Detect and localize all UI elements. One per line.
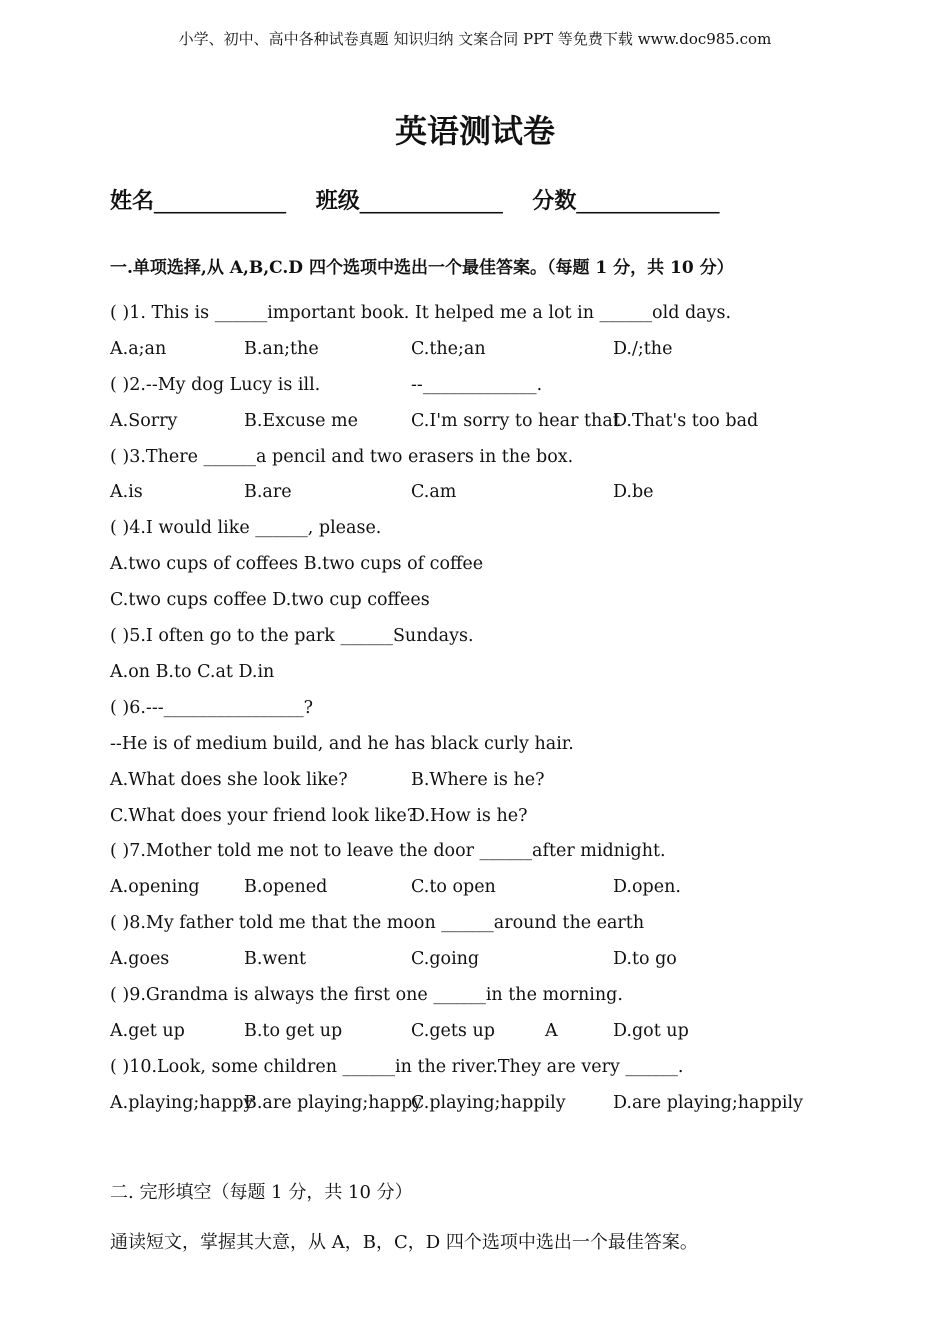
- option: B.Where is he?: [411, 770, 545, 790]
- question-response-blank: --_____________.: [411, 375, 543, 395]
- option: B.are: [244, 482, 292, 502]
- option: D./;the: [613, 339, 673, 359]
- question-stem: ( )6.---________________?: [110, 698, 314, 718]
- question-stem: ( )8.My father told me that the moon ______around the earth: [110, 913, 645, 933]
- option: C.the;an: [411, 339, 486, 359]
- option: B.are playing;happy: [244, 1093, 423, 1113]
- option: B.to get up: [244, 1021, 343, 1041]
- name-label: 姓名: [110, 189, 155, 214]
- option: B.Excuse me: [244, 411, 358, 431]
- option: C.gets up: [411, 1021, 495, 1041]
- page-title: 英语测试卷: [394, 112, 555, 150]
- name-blank: ____________: [154, 189, 287, 214]
- option: B.opened: [244, 877, 328, 897]
- option: C.What does your friend look like?: [110, 806, 417, 826]
- page-header: 小学、初中、高中各种试卷真题 知识归纳 文案合同 PPT 等免费下载 www.doc985.com: [178, 30, 772, 48]
- option: D.How is he?: [411, 806, 528, 826]
- option: C.playing;happily: [411, 1093, 566, 1113]
- section-1-heading: 一.单项选择,从 A,B,C.D 四个选项中选出一个最佳答案。（每题 1 分，共 10 分）: [110, 258, 734, 278]
- option: D.be: [613, 482, 654, 502]
- question-stem: ( )1. This is ______important book. It helped me a lot in ______old days.: [110, 303, 732, 323]
- option: D.got up: [613, 1021, 689, 1041]
- option: A.opening: [110, 877, 200, 897]
- question-stem: ( )10.Look, some children ______in the river.They are very ______.: [110, 1057, 684, 1077]
- option: D.open.: [613, 877, 681, 897]
- question-stem: ( )2.--My dog Lucy is ill.: [110, 375, 321, 395]
- option: A.playing;happy: [110, 1093, 254, 1113]
- question-stem: ( )5.I often go to the park ______Sundays.: [110, 626, 474, 646]
- option: B.an;the: [244, 339, 319, 359]
- question-stem: ( )7.Mother told me not to leave the door ______after midnight.: [110, 841, 666, 861]
- question-stem: ( )4.I would like ______, please.: [110, 518, 382, 538]
- option: D.are playing;happily: [613, 1093, 803, 1113]
- option: C.I'm sorry to hear that: [411, 411, 620, 431]
- option: A.a;an: [110, 339, 167, 359]
- option: A.Sorry: [110, 411, 178, 431]
- score-label: 分数: [532, 189, 577, 214]
- option: C.going: [411, 949, 480, 969]
- answer-mark: A: [545, 1021, 558, 1041]
- student-info-row: [110, 184, 741, 215]
- option: C.am: [411, 482, 457, 502]
- section-2-instruction: 通读短文，掌握其大意，从 A，B，C，D 四个选项中选出一个最佳答案。: [110, 1232, 698, 1253]
- section-2-heading: 二. 完形填空（每题 1 分，共 10 分）: [110, 1182, 413, 1203]
- score-blank: _____________: [576, 189, 720, 214]
- class-label: 班级: [315, 189, 360, 214]
- option-line: A.two cups of coffees B.two cups of coffee: [110, 554, 484, 574]
- option: D.to go: [613, 949, 677, 969]
- option-line: A.on B.to C.at D.in: [110, 662, 275, 682]
- option: A.get up: [110, 1021, 185, 1041]
- option: A.is: [110, 482, 143, 502]
- option: A.What does she look like?: [110, 770, 348, 790]
- question-stem: ( )3.There ______a pencil and two erasers in the box.: [110, 447, 574, 467]
- question-dialog-line: --He is of medium build, and he has black curly hair.: [110, 734, 574, 754]
- option: D.That's too bad: [613, 411, 759, 431]
- question-stem: ( )9.Grandma is always the first one ______in the morning.: [110, 985, 623, 1005]
- class-blank: _____________: [359, 189, 503, 214]
- option: A.goes: [110, 949, 170, 969]
- option: C.to open: [411, 877, 496, 897]
- option-line: C.two cups coffee D.two cup coffees: [110, 590, 430, 610]
- option: B.went: [244, 949, 307, 969]
